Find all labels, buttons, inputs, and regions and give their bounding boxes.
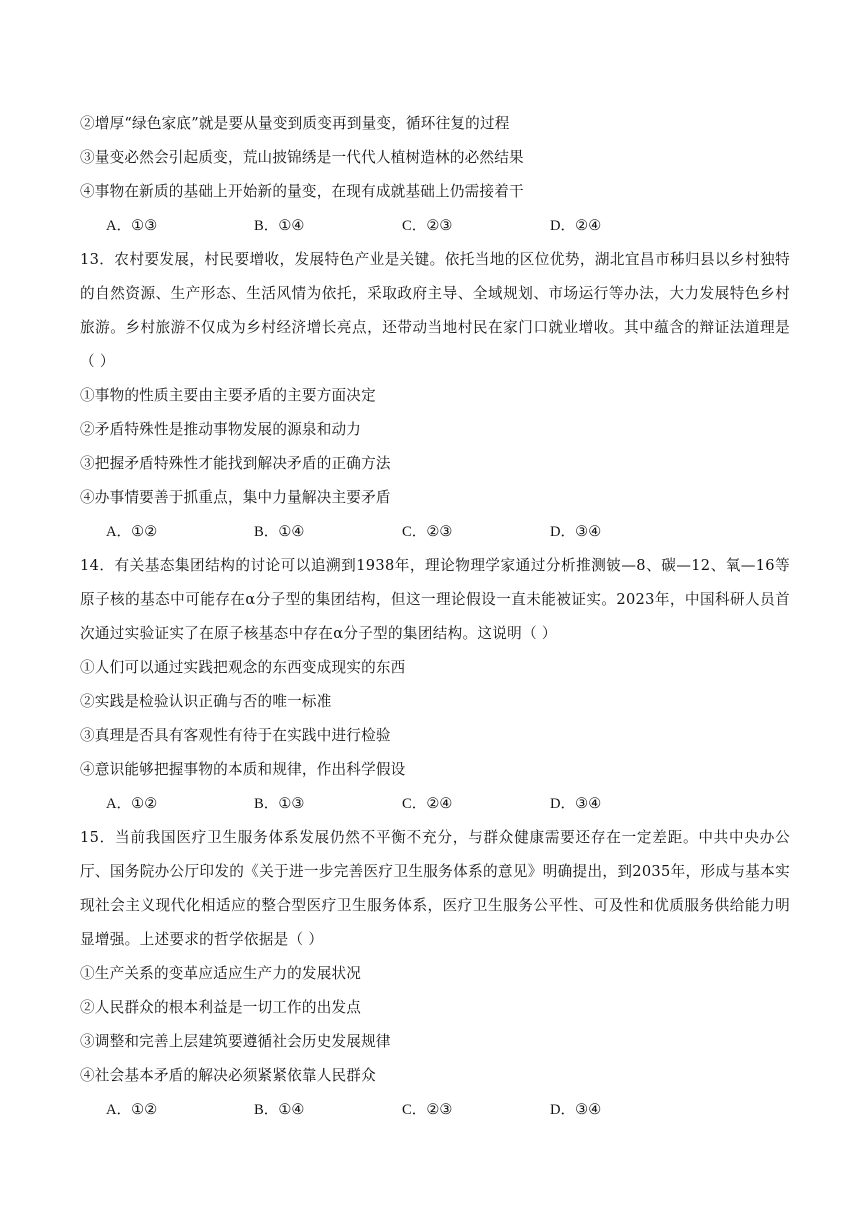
- q13-stem: 13．农村要发展，村民要增收，发展特色产业是关键。依托当地的区位优势，湖北宜昌市秭归县以乡村独特的自然资源、生产形态、生活风情为依托，采取政府主导、全域规划、市场运行等办法，大力发展特色乡村旅游。乡村旅游不仅成为乡村经济增长亮点，还带动当地村民在家门口就业增收。其中蕴含的辩证法道理是（ ）: [80, 251, 790, 370]
- q13-choice-d[interactable]: D．③④: [550, 523, 602, 540]
- q13-choice-a[interactable]: A．①②: [106, 523, 158, 540]
- q14-stem: 14．有关基态集团结构的讨论可以追溯到1938年，理论物理学家通过分析推测铍—8、碳—12、氧—16等原子核的基态中可能存在α分子型的集团结构，但这一理论假设一直未能被证实。2023年，中国科研人员首次通过实验证实了在原子核基态中存在α分子型的集团结构。这说明（ ）: [80, 557, 790, 642]
- q12-option-4: ④事物在新质的基础上开始新的量变，在现有成就基础上仍需接着干: [80, 183, 524, 200]
- q15-choice-c[interactable]: C．②③: [402, 1101, 453, 1118]
- q13-choice-b[interactable]: B．①④: [254, 523, 305, 540]
- q15-option-1: ①生产关系的变革应适应生产力的发展状况: [80, 965, 362, 982]
- q15-option-4: ④社会基本矛盾的解决必须紧紧依靠人民群众: [80, 1067, 376, 1084]
- q14-option-3: ③真理是否具有客观性有待于在实践中进行检验: [80, 727, 391, 744]
- q15-choice-a[interactable]: A．①②: [106, 1101, 158, 1118]
- question-15: [80, 821, 790, 1127]
- q12-choice-d[interactable]: D．②④: [550, 217, 602, 234]
- q13-option-3: ③把握矛盾特殊性才能找到解决矛盾的正确方法: [80, 455, 391, 472]
- q14-option-4: ④意识能够把握事物的本质和规律，作出科学假设: [80, 761, 406, 778]
- q14-option-2: ②实践是检验认识正确与否的唯一标准: [80, 693, 332, 710]
- question-12: [80, 107, 790, 243]
- q15-option-3: ③调整和完善上层建筑要遵循社会历史发展规律: [80, 1033, 391, 1050]
- q13-option-1: ①事物的性质主要由主要矛盾的主要方面决定: [80, 387, 376, 404]
- q14-choices: [80, 787, 790, 821]
- q14-choice-c[interactable]: C．②④: [402, 795, 453, 812]
- q14-choice-b[interactable]: B．①③: [254, 795, 305, 812]
- q15-choice-b[interactable]: B．①④: [254, 1101, 305, 1118]
- q15-option-2: ②人民群众的根本利益是一切工作的出发点: [80, 999, 362, 1016]
- q15-stem: 15．当前我国医疗卫生服务体系发展仍然不平衡不充分，与群众健康需要还存在一定差距。中共中央办公厅、国务院办公厅印发的《关于进一步完善医疗卫生服务体系的意见》明确提出，到2035年，形成与基本实现社会主义现代化相适应的整合型医疗卫生服务体系，医疗卫生服务公平性、可及性和优质服务供给能力明显增强。上述要求的哲学依据是（ ）: [80, 829, 790, 948]
- question-14: [80, 549, 790, 821]
- q12-choice-c[interactable]: C．②③: [402, 217, 453, 234]
- q12-choice-b[interactable]: B．①④: [254, 217, 305, 234]
- q13-option-2: ②矛盾特殊性是推动事物发展的源泉和动力: [80, 421, 362, 438]
- q13-choice-c[interactable]: C．②③: [402, 523, 453, 540]
- q13-option-4: ④办事情要善于抓重点，集中力量解决主要矛盾: [80, 489, 391, 506]
- q15-choice-d[interactable]: D．③④: [550, 1101, 602, 1118]
- q14-option-1: ①人们可以通过实践把观念的东西变成现实的东西: [80, 659, 406, 676]
- question-13: [80, 243, 790, 549]
- q14-choice-a[interactable]: A．①②: [106, 795, 158, 812]
- q14-choice-d[interactable]: D．③④: [550, 795, 602, 812]
- q13-choices: [80, 515, 790, 549]
- q15-choices: [80, 1093, 790, 1127]
- q12-choice-a[interactable]: A．①③: [106, 217, 158, 234]
- q12-choices: [80, 209, 790, 243]
- q12-option-3: ③量变必然会引起质变，荒山披锦绣是一代代人植树造林的必然结果: [80, 149, 524, 166]
- q12-option-2: ②增厚“绿色家底”就是要从量变到质变再到量变，循环往复的过程: [80, 115, 510, 132]
